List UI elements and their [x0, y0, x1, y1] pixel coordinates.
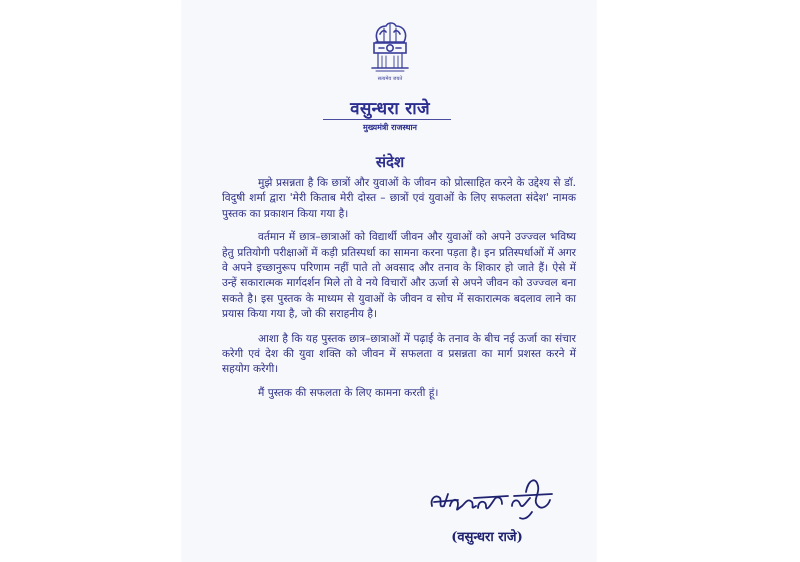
message-paragraph: मैं पुस्तक की सफलता के लिए कामना करती हूं।: [258, 386, 439, 399]
message-heading: संदेश: [375, 153, 405, 171]
message-body: [222, 176, 576, 409]
handwritten-signature: [428, 472, 558, 524]
message-paragraph: मुझे प्रसन्नता है कि छात्रों और युवाओं के जीवन को प्रोत्साहित करने के उद्देश्य से डॉ. विदुषी शर्मा द्वारा 'मेरी किताब मेरी दोस्त – छात्रों एवं युवाओं के लिए सफलता संदेश' नामक पुस्तक का प्रकाशन किया गया है।: [222, 177, 576, 220]
message-paragraph: आशा है कि यह पुस्तक छात्र–छात्राओं में पढ़ाई के तनाव के बीच नई ऊर्जा का संचार करेगी एवं देश की युवा शक्ति को जीवन में सफलता व प्रसन्नता का मार्ग प्रशस्त करने में सहयोग करेगी।: [222, 332, 576, 376]
letterhead-divider: [323, 119, 451, 120]
message-paragraph: वर्तमान में छात्र–छात्राओं को विद्यार्थी जीवन और युवाओं को अपने उज्ज्वल भविष्य हेतु प्रतियोगी परीक्षाओं में कड़ी प्रतिस्पर्धा का सामना करना पड़ता है। इन प्रतिस्पर्धाओं में अगर वे अपने इच्छानुरूप परिणाम नहीं पाते तो अवसाद और तनाव के शिकार हो जाते हैं। ऐसे में उन्हें सकारात्मक मार्गदर्शन मिले तो वे नये विचारों और ऊर्जा से अपने जीवन को उज्ज्वल बना सकते है। इस पुस्तक के माध्यम से युवाओं के जीवन व सोच में सकारात्मक बदलाव लाने का प्रयास किया गया है, जो की सराहनीय है।: [222, 231, 576, 321]
signatory-name: (वसुन्धरा राजे): [451, 530, 523, 545]
letter-page: [182, 0, 596, 562]
emblem-motto: सत्यमेव जयते: [377, 76, 403, 82]
state-emblem-icon: [358, 16, 422, 84]
letterhead-name: वसुन्धरा राजे: [350, 99, 430, 119]
letterhead-designation: मुख्यमंत्री राजस्थान: [362, 123, 418, 132]
